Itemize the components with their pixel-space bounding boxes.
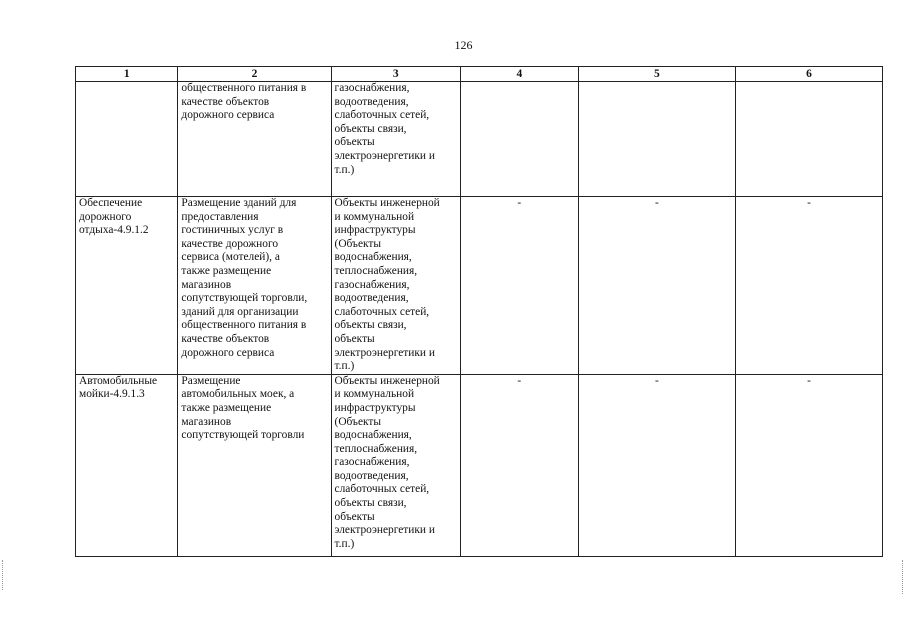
cell-text-line: т.п.) (334, 537, 355, 550)
cell-text-line: дорожного (79, 210, 132, 223)
cell-param-6: - (736, 374, 883, 556)
cell-text-line: Размещение (181, 374, 241, 387)
cell-text-line: гостиничных услуг в (181, 224, 284, 237)
cell-text-line: Размещение зданий для (181, 197, 297, 209)
cell-text-line: дорожного сервиса (181, 109, 275, 122)
cell-text-line: объекты (334, 136, 375, 149)
cell-text-line: электроэнергетики и (334, 149, 435, 162)
cell-text-line: качестве дорожного (181, 237, 279, 250)
cell-infrastructure (331, 197, 460, 375)
cell-text-line: также размещение (181, 264, 272, 277)
cell-text-line: объекты (334, 510, 375, 523)
cell-text-line: объекты связи, (334, 497, 407, 510)
cell-text-line: качестве объектов (181, 95, 270, 108)
table-row (76, 82, 883, 197)
cell-description (178, 197, 331, 375)
cell-text-line: и коммунальной (334, 388, 415, 401)
cell-param-4: - (460, 374, 578, 556)
cell-param-6: - (736, 197, 883, 375)
cell-text-line: объекты связи, (334, 319, 407, 332)
cell-text-line: и коммунальной (334, 210, 415, 223)
cell-description (178, 374, 331, 556)
cell-use-type (76, 82, 178, 197)
cell-param-5: - (578, 197, 735, 375)
header-col-3: 3 (331, 67, 460, 82)
cell-text-line: газоснабжения, (334, 82, 410, 94)
cell-text-line: магазинов (181, 278, 232, 291)
cell-param-4: - (460, 197, 578, 375)
scan-edge-mark (2, 560, 7, 590)
cell-text-line: водоснабжения, (334, 251, 412, 264)
cell-use-type (76, 197, 178, 375)
cell-description (178, 82, 331, 197)
cell-text-line: водоотведения, (334, 469, 409, 482)
cell-text-line: мойки-4.9.1.3 (79, 388, 145, 401)
cell-param-4 (460, 82, 578, 197)
page-number: 126 (454, 38, 473, 52)
cell-text-line: инфраструктуры (334, 224, 416, 237)
header-col-1: 1 (76, 67, 178, 82)
cell-text-line: объекты связи, (334, 122, 407, 135)
cell-use-type (76, 374, 178, 556)
cell-text-line: качестве объектов (181, 332, 270, 345)
cell-text-line: дорожного сервиса (181, 346, 275, 359)
cell-infrastructure (331, 374, 460, 556)
cell-text-line: сопутствующей торговли, (181, 292, 308, 305)
cell-text-line: Обеспечение (79, 197, 143, 209)
table-row (76, 197, 883, 375)
cell-param-5: - (578, 374, 735, 556)
cell-text-line: т.п.) (334, 360, 355, 373)
cell-text-line: автомобильных моек, а (181, 388, 295, 401)
cell-text-line: также размещение (181, 401, 272, 414)
header-col-2: 2 (178, 67, 331, 82)
cell-text-line: теплоснабжения, (334, 264, 418, 277)
cell-text-line: Объекты инженерной (334, 197, 440, 209)
table-header-row (76, 67, 883, 82)
cell-text-line: объекты (334, 332, 375, 345)
header-col-4: 4 (460, 67, 578, 82)
scan-edge-mark (898, 560, 903, 594)
cell-infrastructure (331, 82, 460, 197)
cell-text-line: инфраструктуры (334, 401, 416, 414)
table-row (76, 374, 883, 556)
cell-text-line: общественного питания в (181, 319, 307, 332)
cell-text-line: общественного питания в (181, 82, 307, 94)
cell-text-line: водоотведения, (334, 292, 409, 305)
cell-text-line: слаботочных сетей, (334, 305, 430, 318)
cell-text-line: зданий для организации (181, 305, 299, 318)
cell-text-line: (Объекты (334, 415, 382, 428)
header-col-5: 5 (578, 67, 735, 82)
cell-text-line: предоставления (181, 210, 259, 223)
cell-text-line: газоснабжения, (334, 278, 410, 291)
cell-param-6 (736, 82, 883, 197)
cell-text-line: Объекты инженерной (334, 374, 440, 387)
cell-text-line: теплоснабжения, (334, 442, 418, 455)
cell-text-line: слаботочных сетей, (334, 109, 430, 122)
cell-text-line: водоснабжения, (334, 429, 412, 442)
cell-text-line: электроэнергетики и (334, 524, 435, 537)
cell-text-line: электроэнергетики и (334, 346, 435, 359)
cell-text-line: сопутствующей торговли (181, 429, 305, 442)
header-col-6: 6 (736, 67, 883, 82)
cell-text-line: газоснабжения, (334, 456, 410, 469)
cell-param-5 (578, 82, 735, 197)
cell-text-line: (Объекты (334, 237, 382, 250)
cell-text-line: водоотведения, (334, 95, 409, 108)
cell-text-line: магазинов (181, 415, 232, 428)
cell-text-line: Автомобильные (79, 374, 158, 387)
land-use-table (75, 66, 883, 557)
cell-text-line: т.п.) (334, 163, 355, 176)
cell-text-line: отдыха-4.9.1.2 (79, 224, 149, 237)
cell-text-line: сервиса (мотелей), а (181, 251, 280, 264)
cell-text-line: слаботочных сетей, (334, 483, 430, 496)
